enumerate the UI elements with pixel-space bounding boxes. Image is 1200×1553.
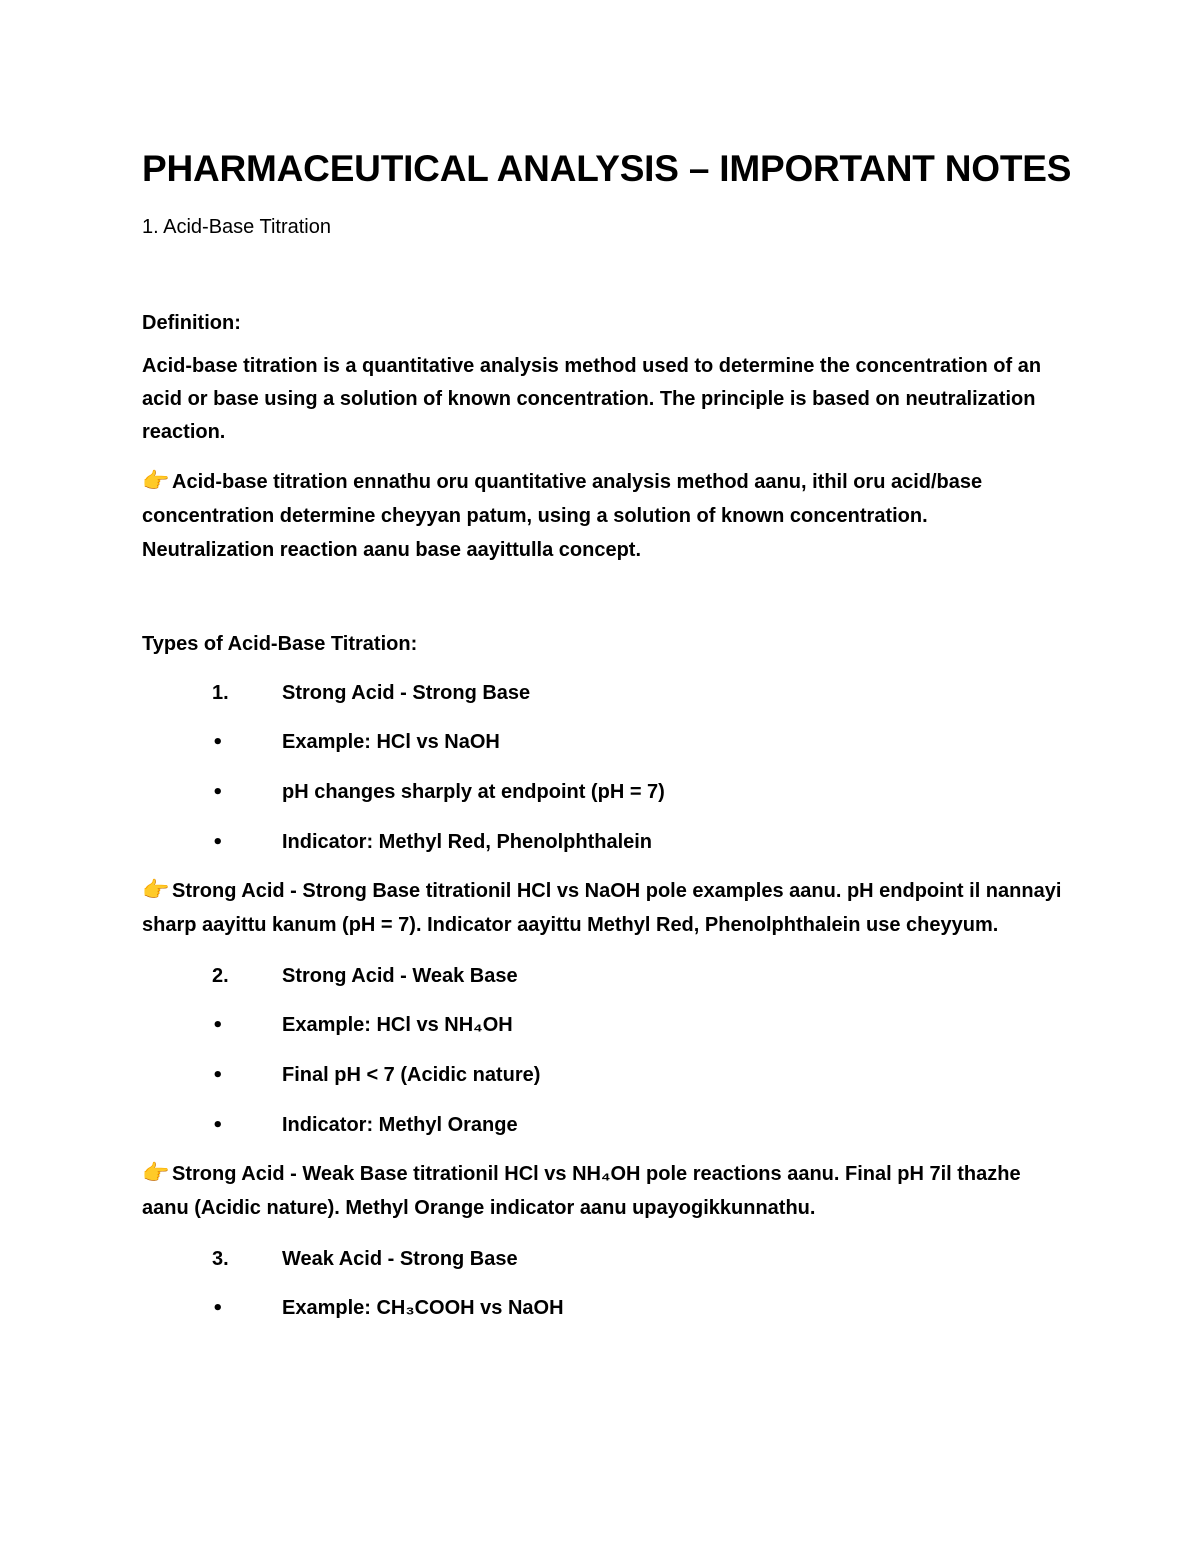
bullet-item [142, 777, 1062, 808]
type-number: 2. [212, 965, 229, 987]
bullet-item [142, 1293, 1062, 1324]
type-note-1 [142, 874, 1062, 942]
definition-label: Definition: [142, 312, 241, 334]
bullet-icon: • [212, 1065, 224, 1086]
bullet-item [142, 1010, 1062, 1041]
definition-note-text: Acid-base titration ennathu oru quantitative analysis method aanu, ithil oru acid/base concentration determine cheyyan patum, using a solution of known concentration. Neutralization reaction aanu base aayittulla concept. [142, 471, 983, 561]
bullet-item [142, 1060, 1062, 1091]
types-heading: Types of Acid-Base Titration: [142, 633, 418, 655]
bullet-text: Example: HCl vs NaOH [282, 731, 500, 753]
type-note-text: Strong Acid - Weak Base titrationil HCl vs NH₄OH pole reactions aanu. Final pH 7il thazhe aanu (Acidic nature). Methyl Orange indicator aanu upayogikkunnathu. [142, 1163, 1021, 1219]
type-item-1 [142, 678, 1062, 708]
bullet-icon: • [212, 1298, 224, 1319]
type-name: Weak Acid - Strong Base [282, 1248, 518, 1270]
type-note-2 [142, 1157, 1062, 1225]
definition-note [142, 465, 1062, 567]
bullet-text: Final pH < 7 (Acidic nature) [282, 1064, 541, 1086]
type-name: Strong Acid - Weak Base [282, 965, 518, 987]
definition-text: Acid-base titration is a quantitative analysis method used to determine the concentration of an acid or base using a solution of known concentration. The principle is based on neutralization reaction. [142, 355, 1042, 443]
type-name: Strong Acid - Strong Base [282, 682, 531, 704]
bullet-text: Indicator: Methyl Orange [282, 1114, 518, 1136]
bullet-text: pH changes sharply at endpoint (pH = 7) [282, 781, 665, 803]
pointing-hand-icon: 👉 [142, 878, 170, 903]
section-heading: 1. Acid-Base Titration [142, 216, 331, 238]
bullet-icon: • [212, 832, 224, 853]
bullet-item [142, 827, 1062, 858]
type-number: 1. [212, 682, 229, 704]
bullet-icon: • [212, 782, 224, 803]
type-item-3 [142, 1244, 1062, 1274]
bullet-icon: • [212, 1115, 224, 1136]
bullet-icon: • [212, 1015, 224, 1036]
bullet-text: Example: HCl vs NH₄OH [282, 1014, 513, 1036]
bullet-item [142, 727, 1062, 758]
type-item-2 [142, 961, 1062, 991]
bullet-item [142, 1110, 1062, 1141]
type-number: 3. [212, 1248, 229, 1270]
bullet-text: Example: CH₃COOH vs NaOH [282, 1297, 564, 1319]
bullet-icon: • [212, 732, 224, 753]
document-content [142, 140, 1072, 1324]
document-title: PHARMACEUTICAL ANALYSIS – IMPORTANT NOTES [142, 148, 1072, 189]
pointing-hand-icon: 👉 [142, 1161, 170, 1186]
type-note-text: Strong Acid - Strong Base titrationil HCl vs NaOH pole examples aanu. pH endpoint il nannayi sharp aayittu kanum (pH = 7). Indicator aayittu Methyl Red, Phenolphthalein use cheyyum. [142, 880, 1062, 936]
bullet-text: Indicator: Methyl Red, Phenolphthalein [282, 831, 653, 853]
pointing-hand-icon: 👉 [142, 469, 170, 494]
